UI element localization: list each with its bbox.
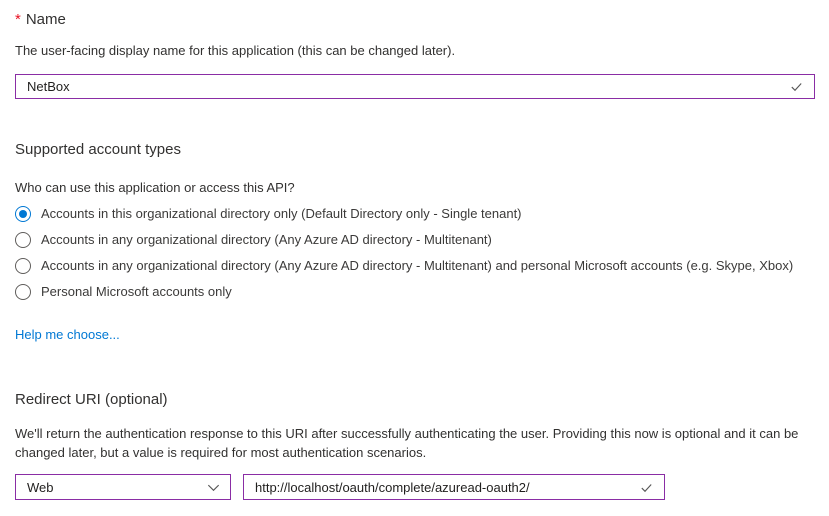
radio-option-label: Personal Microsoft accounts only [41,284,232,299]
account-types-question: Who can use this application or access this API? [15,180,295,195]
radio-option-personal-only[interactable] [15,284,815,300]
redirect-uri-heading: Redirect URI (optional) [15,391,168,408]
radio-option-multitenant-personal[interactable] [15,258,815,274]
name-label-text: Name [25,11,66,28]
radio-button-icon[interactable] [15,206,31,222]
platform-select[interactable] [15,474,231,500]
valid-check-icon [639,480,654,495]
radio-button-icon[interactable] [15,284,31,300]
chevron-down-icon [206,480,221,495]
redirect-uri-row [15,474,815,500]
redirect-uri-input-container [243,474,665,500]
radio-option-single-tenant[interactable] [15,206,815,222]
radio-option-multitenant[interactable] [15,232,815,248]
redirect-uri-description: We'll return the authentication response to this URI after successfully authenticating the user. Providing this now is optional and it can be changed later, but a value is required for most authentication scenarios. [15,426,799,460]
radio-option-label: Accounts in this organizational directory only (Default Directory only - Single tenant) [41,206,522,221]
name-field-description: The user-facing display name for this application (this can be changed later). [15,43,456,58]
radio-button-icon[interactable] [15,232,31,248]
name-field-label [15,11,815,29]
supported-account-types-heading: Supported account types [15,141,181,158]
required-asterisk: * [15,11,21,28]
platform-select-value: Web [27,479,54,495]
radio-option-label: Accounts in any organizational directory (Any Azure AD directory - Multitenant) and personal Microsoft accounts (e.g. Skype, Xbox) [41,258,794,273]
radio-button-icon[interactable] [15,258,31,274]
help-me-choose-link[interactable]: Help me choose... [15,327,120,342]
valid-check-icon [789,79,804,94]
name-input[interactable] [27,79,789,94]
account-types-radio-group [15,206,815,300]
radio-option-label: Accounts in any organizational directory (Any Azure AD directory - Multitenant) [41,232,492,247]
redirect-uri-input[interactable] [255,480,639,495]
name-input-container [15,74,815,99]
